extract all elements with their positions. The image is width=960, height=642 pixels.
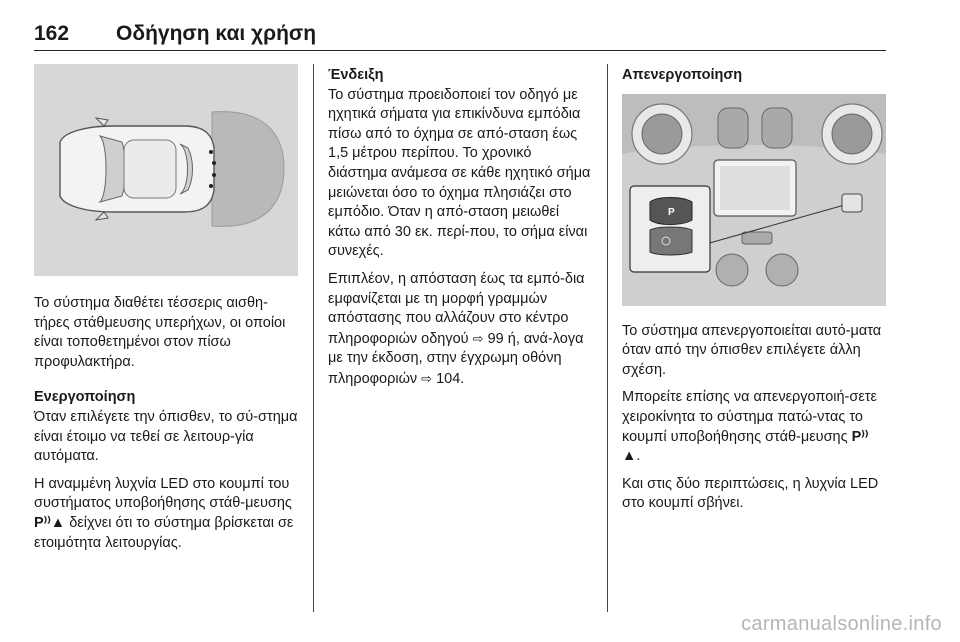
manual-text-end: . xyxy=(636,448,641,465)
activation-heading: Ενεργοποίηση xyxy=(34,389,136,406)
led-text-start: Η αναμμένη λυχνία LED στο κουμπί του συστήματος υποβοήθησης στάθ-μευσης xyxy=(34,475,292,512)
distance-text-mid: ή, ανά-λογα με την έκδοση, στην έγχρωμη οθόνη πληροφοριών xyxy=(328,330,584,387)
manual-deactivation-paragraph xyxy=(622,388,886,466)
dashboard-illustration xyxy=(622,94,886,306)
column-2 xyxy=(328,66,592,398)
led-paragraph xyxy=(34,475,298,553)
deactivation-heading: Απενεργοποίηση xyxy=(622,67,743,83)
park-assist-symbol: P⁾⁾▲ xyxy=(622,428,869,465)
car-top-view-illustration xyxy=(34,64,298,276)
indication-heading: Ένδειξη xyxy=(328,67,384,83)
led-off-paragraph: Και στις δύο περιπτώσεις, η λυχνία LED στο κουμπί σβήνει. xyxy=(622,475,879,512)
distance-paragraph xyxy=(328,270,592,390)
page-number: 162 xyxy=(34,22,70,45)
column-divider-2 xyxy=(607,64,608,612)
svg-text:P: P xyxy=(668,206,675,218)
page-ref-icon: ⇨ xyxy=(421,370,433,386)
manual-text-start: Μπορείτε επίσης να απενεργοποιή-σετε χειροκίνητα το σύστημα πατώ-ντας το κουμπί υποβοήθησης στάθ-μευσης xyxy=(622,389,877,445)
page-title: Οδήγηση και χρήση xyxy=(116,22,317,45)
page-header xyxy=(34,20,886,51)
distance-text-start: Επιπλέον, η απόσταση έως τα εμπό-δια εμφανίζεται με τη μορφή γραμμών απόστασης που αλλάζουν στο κέντρο πληροφοριών οδηγού xyxy=(328,270,585,347)
auto-deactivation-paragraph: Το σύστημα απενεργοποιείται αυτό-ματα όταν από την όπισθεν επιλέγετε άλλη σχέση. xyxy=(622,322,882,378)
car-sensor-figure xyxy=(34,64,298,276)
page-ref-1: 99 xyxy=(487,330,504,347)
column-1 xyxy=(34,64,298,561)
watermark: carmanualsonline.info xyxy=(741,613,942,635)
column-divider-1 xyxy=(313,64,314,612)
page-ref-icon: ⇨ xyxy=(472,330,484,346)
column-3 xyxy=(622,64,886,522)
intro-paragraph: Το σύστημα διαθέτει τέσσερις αισθη-τήρες στάθμευσης υπερήχων, οι οποίοι είναι τοποθετημένοι στον πίσω προφυλακτήρα. xyxy=(34,295,286,370)
led-text-end: δείχνει ότι το σύστημα βρίσκεται σε ετοιμότητα λειτουργίας. xyxy=(34,514,294,551)
park-assist-symbol: P⁾⁾▲ xyxy=(34,514,66,531)
page-ref-2: 104. xyxy=(436,370,465,387)
indication-paragraph: Το σύστημα προειδοποιεί τον οδηγό με ηχητικά σήματα για επικίνδυνα εμπόδια πίσω από το όχημα σε από-σταση έως 1,5 μέτρου περίπου. Το χρονικό διάστημα ανάμεσα σε κάθε ηχητικό σήμα μειώνεται όσο το όχημα πλησιάζει στο εμπόδιο. Όταν η από-σταση μειωθεί κάτω από 30 εκ. περί-που, το σήμα είναι συνεχές. xyxy=(328,86,591,260)
activation-paragraph: Όταν επιλέγετε την όπισθεν, το σύ-στημα είναι έτοιμο να τεθεί σε λειτουρ-γία αυτόματα. xyxy=(34,408,298,465)
dashboard-figure xyxy=(622,94,886,306)
